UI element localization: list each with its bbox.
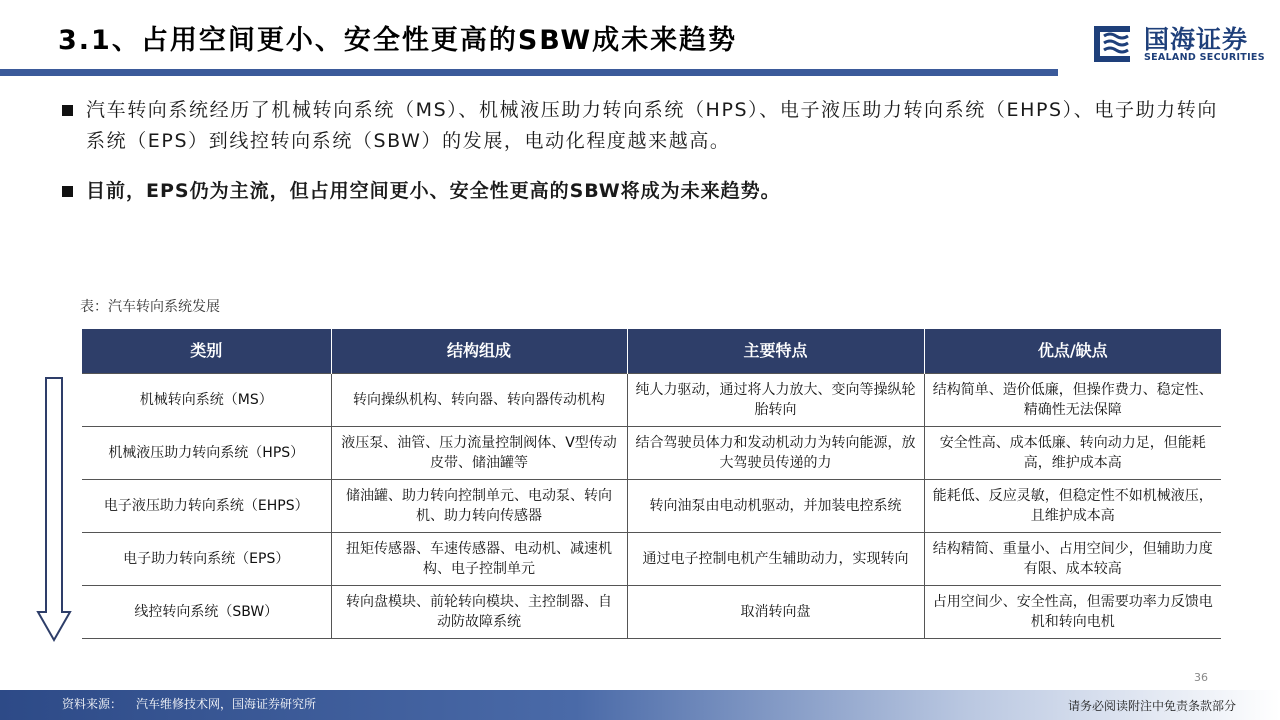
source-text: 汽车维修技术网，国海证券研究所 bbox=[136, 697, 317, 711]
table-cell: 转向操纵机构、转向器、转向器传动机构 bbox=[331, 374, 627, 427]
column-header: 结构组成 bbox=[331, 329, 627, 374]
table-cell: 线控转向系统（SBW） bbox=[82, 586, 331, 639]
square-bullet-icon bbox=[62, 105, 73, 116]
table-caption: 表：汽车转向系统发展 bbox=[80, 299, 220, 315]
down-arrow-icon bbox=[36, 376, 72, 644]
table-row bbox=[82, 480, 1221, 533]
company-logo bbox=[1090, 20, 1270, 68]
page-title: 3.1、占用空间更小、安全性更高的SBW成未来趋势 bbox=[58, 25, 738, 56]
bullet-text: 目前，EPS仍为主流，但占用空间更小、安全性更高的SBW将成为未来趋势。 bbox=[86, 180, 781, 202]
table-row bbox=[82, 427, 1221, 480]
table-row bbox=[82, 374, 1221, 427]
table-cell: 储油罐、助力转向控制单元、电动泵、转向机、助力转向传感器 bbox=[331, 480, 627, 533]
bullet-text: 汽车转向系统经历了机械转向系统（MS）、机械液压助力转向系统（HPS）、电子液压助力转向系统（EHPS）、电子助力转向系统（EPS）到线控转向系统（SBW）的发展，电动化程度越来越高。 bbox=[86, 99, 1218, 152]
table-cell: 液压泵、油管、压力流量控制阀体、V型传动皮带、储油罐等 bbox=[331, 427, 627, 480]
table-cell: 结构简单、造价低廉，但操作费力、稳定性、精确性无法保障 bbox=[924, 374, 1221, 427]
bullet-point bbox=[62, 176, 1232, 207]
table-cell: 取消转向盘 bbox=[627, 586, 924, 639]
column-header: 主要特点 bbox=[627, 329, 924, 374]
table-cell: 转向盘模块、前轮转向模块、主控制器、自动防故障系统 bbox=[331, 586, 627, 639]
table-cell: 结合驾驶员体力和发动机动力为转向能源，放大驾驶员传递的力 bbox=[627, 427, 924, 480]
footer-source bbox=[62, 695, 316, 712]
title-underline bbox=[0, 69, 1058, 76]
column-header: 优点/缺点 bbox=[924, 329, 1221, 374]
footer-disclaimer: 请务必阅读附注中免责条款部分 bbox=[1067, 699, 1236, 713]
steering-system-table bbox=[82, 329, 1221, 639]
sealand-logo-icon bbox=[1090, 22, 1134, 66]
table-row bbox=[82, 586, 1221, 639]
square-bullet-icon bbox=[62, 186, 73, 197]
table-cell: 结构精简、重量小、占用空间少，但辅助力度有限、成本较高 bbox=[924, 533, 1221, 586]
column-header: 类别 bbox=[82, 329, 331, 374]
table-cell: 电子液压助力转向系统（EHPS） bbox=[82, 480, 331, 533]
table-cell: 纯人力驱动，通过将人力放大、变向等操纵轮胎转向 bbox=[627, 374, 924, 427]
table-cell: 通过电子控制电机产生辅助动力，实现转向 bbox=[627, 533, 924, 586]
bullet-point bbox=[62, 95, 1232, 157]
logo-english-name: SEALAND SECURITIES bbox=[1144, 52, 1265, 63]
logo-chinese-name: 国海证券 bbox=[1144, 25, 1249, 54]
table-cell: 扭矩传感器、车速传感器、电动机、减速机构、电子控制单元 bbox=[331, 533, 627, 586]
table-cell: 转向油泵由电动机驱动，并加装电控系统 bbox=[627, 480, 924, 533]
table-cell: 占用空间少、安全性高，但需要功率力反馈电机和转向电机 bbox=[924, 586, 1221, 639]
page-number: 36 bbox=[1194, 671, 1208, 684]
table-row bbox=[82, 533, 1221, 586]
source-label: 资料来源： bbox=[62, 697, 123, 711]
table-cell: 电子助力转向系统（EPS） bbox=[82, 533, 331, 586]
table-cell: 安全性高、成本低廉、转向动力足，但能耗高，维护成本高 bbox=[924, 427, 1221, 480]
table-header-row bbox=[82, 329, 1221, 374]
table-cell: 机械转向系统（MS） bbox=[82, 374, 331, 427]
table-cell: 能耗低、反应灵敏，但稳定性不如机械液压，且维护成本高 bbox=[924, 480, 1221, 533]
table-cell: 机械液压助力转向系统（HPS） bbox=[82, 427, 331, 480]
